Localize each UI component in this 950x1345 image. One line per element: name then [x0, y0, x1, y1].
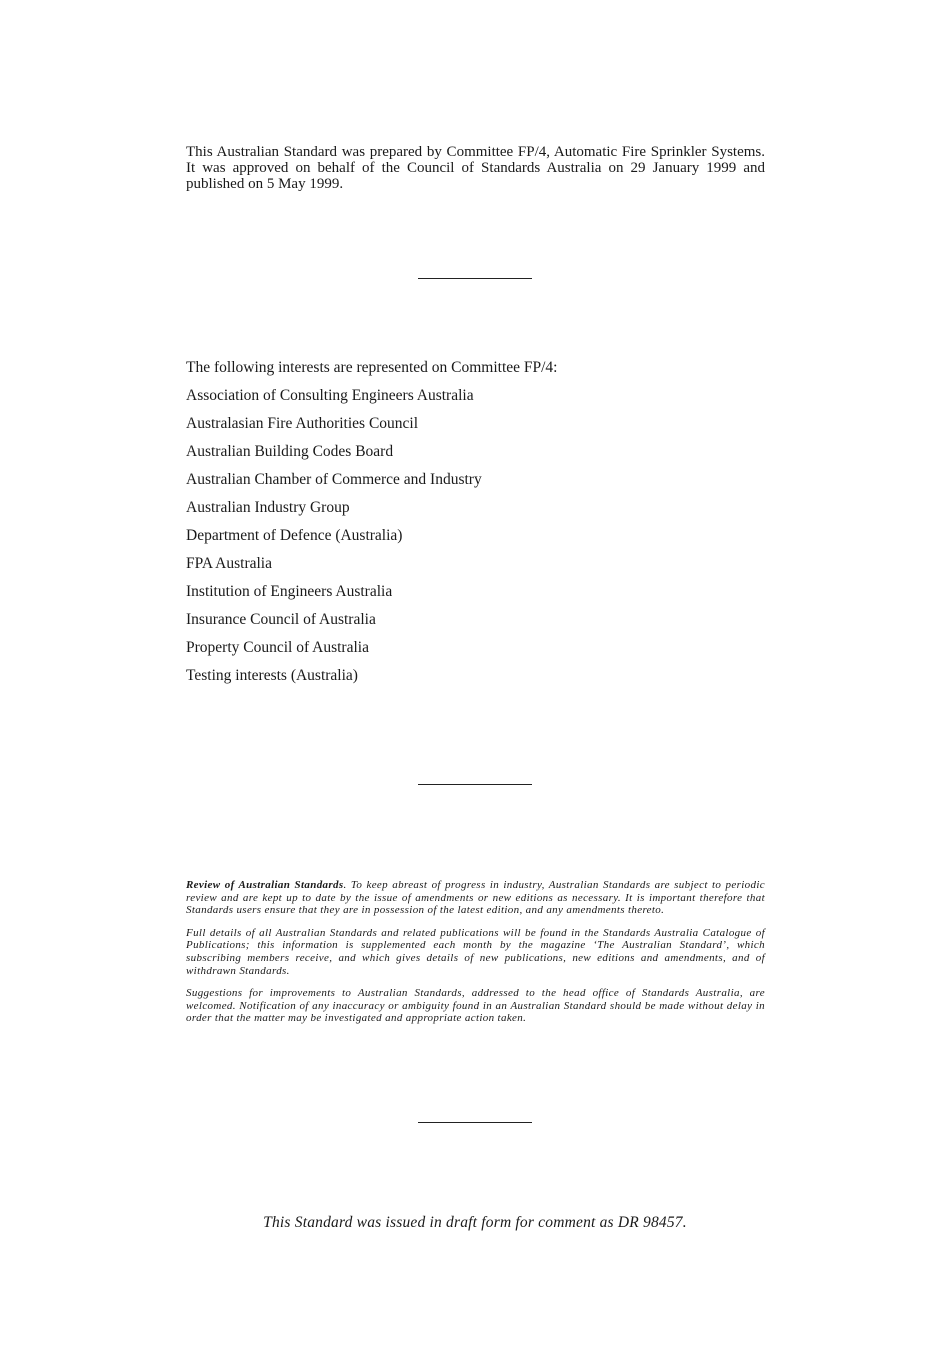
interests-list [186, 386, 765, 694]
list-item: Association of Consulting Engineers Australia [186, 387, 474, 404]
review-paragraph [186, 879, 765, 917]
review-notes [186, 879, 765, 1035]
review-title: Review of Australian Standards [186, 879, 344, 891]
details-paragraph: Full details of all Australian Standards and related publications will be found in the Standards Australia Catalogue of Publications; this information is supplemented each month by the magazine ‘The Australian Standard’, which subscribing members receive, and which gives details of new publications, new editions and amendments, and of withdrawn Standards. [186, 926, 765, 977]
suggestions-paragraph: Suggestions for improvements to Australian Standards, addressed to the head office of Standards Australia, are welcomed. Notification of any inaccuracy or ambiguity found in an Australian Standard should be made without delay in order that the matter may be investigated and appropriate action taken. [186, 987, 765, 1025]
list-item: Department of Defence (Australia) [186, 527, 403, 544]
preparation-statement: This Australian Standard was prepared by Committee FP/4, Automatic Fire Sprinkler Systems. It was approved on behalf of the Council of Standards Australia on 29 January 1999 and published on 5 May 1999. [186, 144, 765, 192]
list-item: Australian Industry Group [186, 499, 350, 516]
list-item: Australian Building Codes Board [186, 443, 394, 460]
interests-lead: The following interests are represented on Committee FP/4: [186, 359, 558, 376]
section-divider [418, 784, 532, 785]
section-divider [418, 278, 532, 279]
list-item: Insurance Council of Australia [186, 611, 376, 628]
draft-note: This Standard was issued in draft form for comment as DR 98457. [263, 1214, 687, 1231]
committee-interests [186, 358, 765, 694]
review-body: . To keep abreast of progress in industry, Australian Standards are subject to periodic review and are kept up to date by the issue of amendments or new editions as necessary. It is important therefore that Standards users ensure that they are in possession of the latest edition, and any amendments thereto. [186, 879, 765, 917]
list-item: Australasian Fire Authorities Council [186, 415, 419, 432]
list-item: Testing interests (Australia) [186, 667, 358, 684]
section-divider [418, 1122, 532, 1123]
list-item: Institution of Engineers Australia [186, 583, 393, 600]
list-item: Australian Chamber of Commerce and Industry [186, 471, 482, 488]
list-item: FPA Australia [186, 555, 272, 572]
list-item: Property Council of Australia [186, 639, 369, 656]
